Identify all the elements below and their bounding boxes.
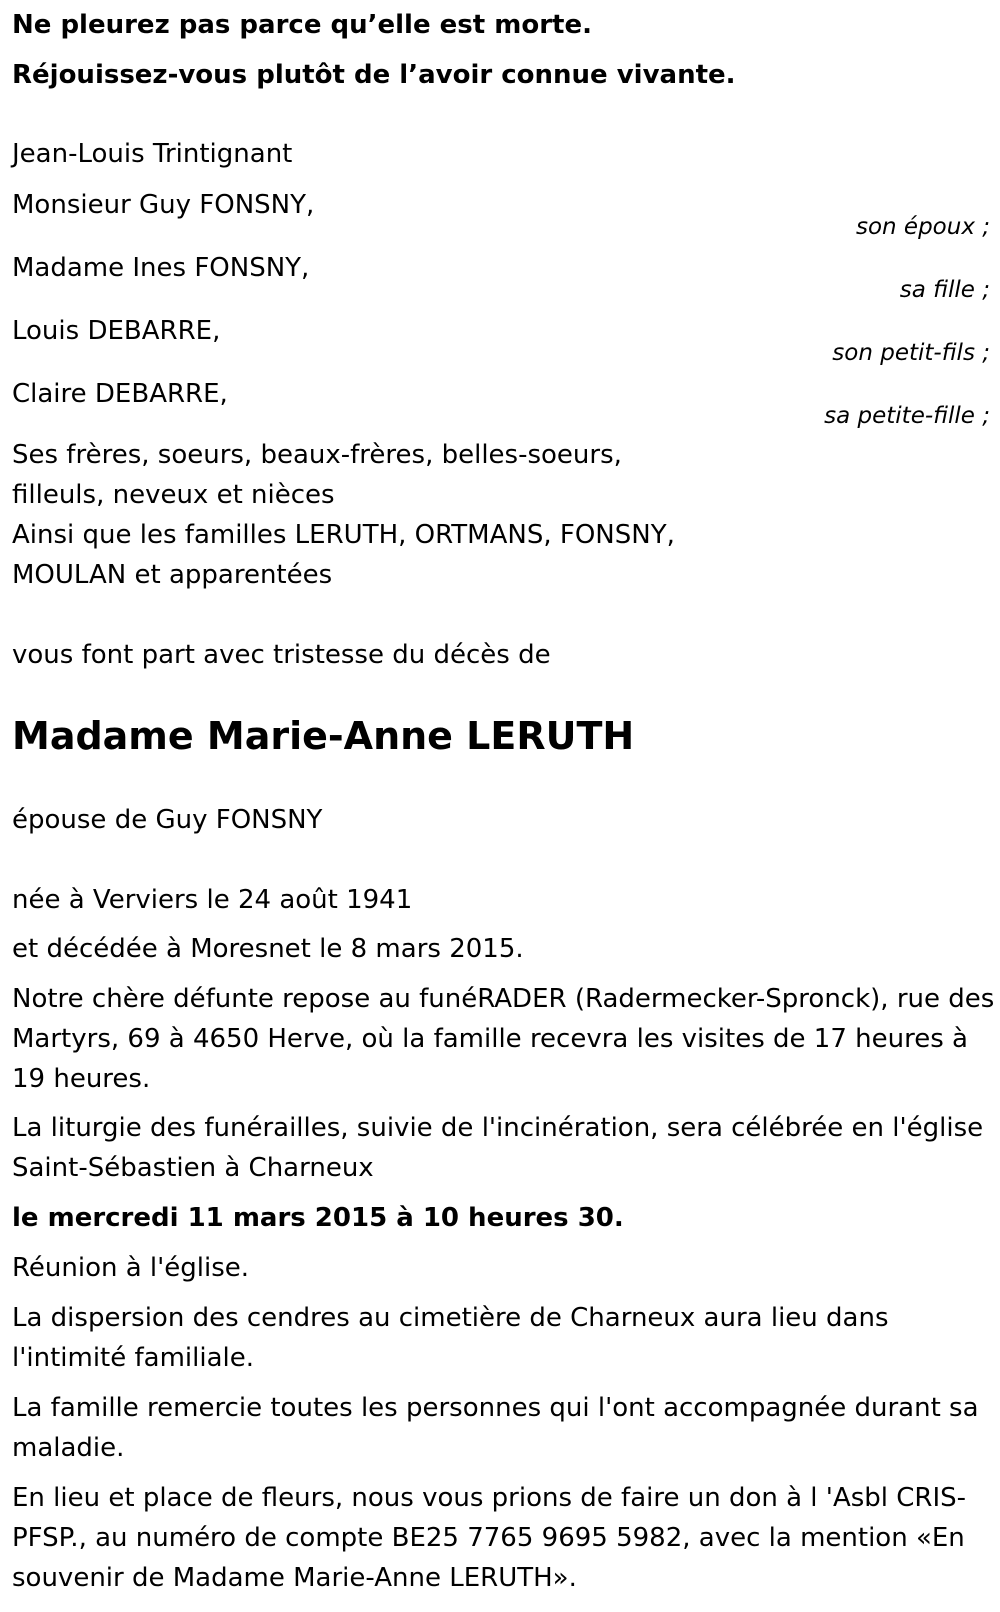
epigraph-line-2: Réjouissez-vous plutôt de l’avoir connue vivante. (12, 60, 736, 90)
family-name-0: Jean-Louis Trintignant (12, 139, 293, 169)
meeting-line: Réunion à l'église. (12, 1253, 250, 1283)
announcement-text: vous font part avec tristesse du décès de (12, 640, 551, 670)
family-name-3: Louis DEBARRE, (12, 316, 221, 346)
rest-paragraph: Notre chère défunte repose au funéRADER (Radermecker-Spronck), rue des Martyrs, 69 à 4650 Herve, où la famille recevra les visites de 17 heures à 19 heures. (12, 984, 995, 1094)
deceased-name-title: Madame Marie-Anne LERUTH (12, 714, 635, 758)
death-line: et décédée à Moresnet le 8 mars 2015. (12, 934, 524, 964)
relatives-line-1: Ses frères, soeurs, beaux-frères, belles-soeurs, (12, 440, 622, 470)
family-relation-4: sa petite-fille ; (824, 403, 990, 429)
liturgy-paragraph: La liturgie des funérailles, suivie de l'incinération, sera célébrée en l'église Saint-Sébastien à Charneux (12, 1113, 984, 1183)
epigraph-line-1: Ne pleurez pas parce qu’elle est morte. (12, 10, 592, 40)
funeral-date: le mercredi 11 mars 2015 à 10 heures 30. (12, 1203, 624, 1233)
thanks-paragraph: La famille remercie toutes les personnes qui l'ont accompagnée durant sa maladie. (12, 1393, 979, 1463)
relatives-line-2: filleuls, neveux et nièces (12, 480, 335, 510)
family-name-2: Madame Ines FONSNY, (12, 253, 310, 283)
donation-paragraph: En lieu et place de fleurs, nous vous prions de faire un don à l 'Asbl CRIS-PFSP., au numéro de compte BE25 7765 9695 5982, avec la mention «En souvenir de Madame Marie-Anne LERUTH». (12, 1483, 967, 1593)
spouse-line: épouse de Guy FONSNY (12, 805, 323, 835)
family-name-1: Monsieur Guy FONSNY, (12, 190, 315, 220)
family-relation-3: son petit-fils ; (832, 340, 990, 366)
relatives-line-3: Ainsi que les familles LERUTH, ORTMANS, FONSNY, (12, 520, 675, 550)
family-relation-2: sa fille ; (899, 277, 990, 303)
family-relation-1: son époux ; (855, 214, 990, 240)
relatives-line-4: MOULAN et apparentées (12, 560, 333, 590)
birth-line: née à Verviers le 24 août 1941 (12, 885, 413, 915)
family-name-4: Claire DEBARRE, (12, 379, 228, 409)
ashes-paragraph: La dispersion des cendres au cimetière de Charneux aura lieu dans l'intimité familiale. (12, 1303, 889, 1373)
